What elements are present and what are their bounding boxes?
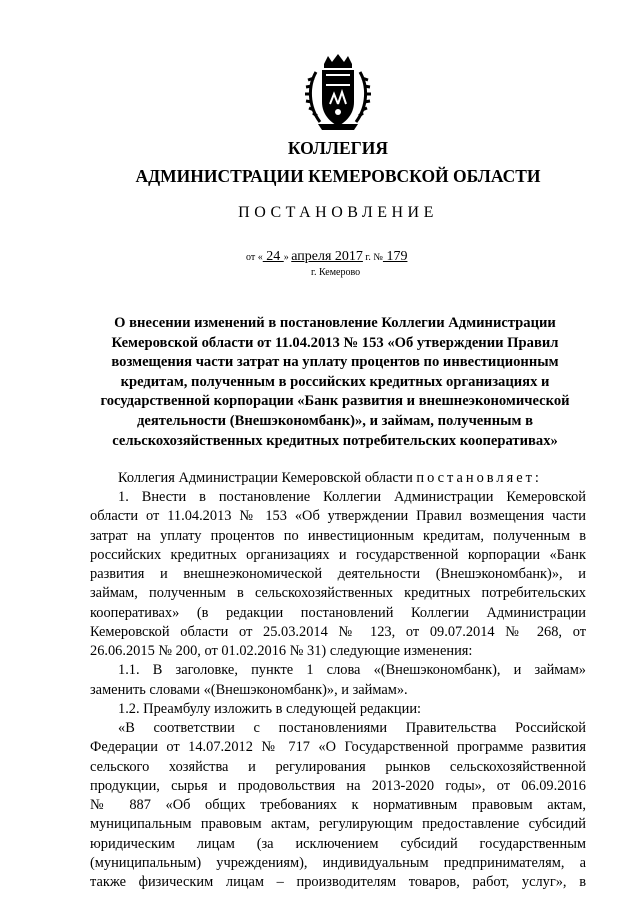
title-line: Кемеровской области от 11.04.2013 № 153 «Об утверждении Правил — [111, 334, 559, 351]
body-line: займам, полученным в сельскохозяйственных кредитных потребительских — [90, 585, 586, 601]
body-line: развития и внешнеэкономической деятельности (Внешэкономбанк)», и — [90, 566, 586, 582]
body-line: продукции, сырья и продовольствия на 2013-2020 годы», от 06.09.2016 — [90, 778, 586, 794]
body-line: также физическим лицам – производителям товаров, работ, услуг», в — [90, 874, 586, 890]
body-line: заменить словами «(Внешэкономбанк)», и займам». — [90, 682, 408, 698]
document-title — [90, 314, 580, 451]
date-day: 24 — [262, 249, 284, 264]
title-line: кредитам, полученным в российских кредитных организациях и — [120, 373, 550, 390]
title-line: государственной корпорации «Банк развития и внешнеэкономической — [100, 393, 570, 410]
body-line: муниципальным правовым актам, регулирующим предоставление субсидий — [90, 816, 586, 832]
title-line: О внесении изменений в постановление Коллегии Администрации — [114, 315, 556, 331]
org-name-line1: КОЛЛЕГИЯ — [287, 138, 389, 158]
body-line: затрат на уплату процентов по инвестиционным кредитам, полученным в — [90, 528, 586, 544]
body-line: юридическим лицам (за исключением субсидий государственным — [90, 836, 586, 852]
body-line: 1. Внести в постановление Коллегии Администрации Кемеровской — [118, 489, 586, 505]
body-line: 26.06.2015 № 200, от 01.02.2016 № 31) следующие изменения: — [90, 643, 473, 659]
body-line: Федерации от 14.07.2012 № 717 «О Государственной программе развития — [90, 739, 586, 755]
org-name-line2: АДМИНИСТРАЦИИ КЕМЕРОВСКОЙ ОБЛАСТИ — [135, 166, 541, 186]
date-prefix: от « — [246, 252, 263, 263]
title-line: сельскохозяйственных кредитных потребительских кооперативах» — [112, 432, 558, 449]
date-month-year: апреля 2017 — [291, 249, 363, 264]
intro-line — [118, 469, 586, 488]
document-number: 179 — [382, 249, 408, 264]
body-line: (муниципальным) учреждениям), индивидуальным предпринимателям, а — [90, 855, 586, 871]
body-line: российских кредитных организациях и государственной корпорации «Банк — [90, 547, 586, 563]
date-suffix: г. № — [362, 252, 383, 263]
title-line: деятельности (Внешэкономбанк)», и займам, полученным в — [137, 412, 533, 429]
intro-text: Коллегия Администрации Кемеровской области — [118, 470, 417, 486]
body-line: № 887 «Об общих требованиях к нормативным правовым актам, — [90, 797, 586, 813]
body-line: «В соответствии с постановлениями Правительства Российской — [118, 720, 586, 736]
coat-of-arms-emblem — [296, 52, 380, 136]
document-date-line — [246, 249, 407, 265]
body-line: 1.2. Преамбулу изложить в следующей редакции: — [118, 701, 422, 717]
title-line: возмещения части затрат на уплату процентов по инвестиционным — [111, 354, 559, 371]
body-line: сельского хозяйства и регулирования рынков сельскохозяйственной — [90, 759, 586, 775]
body-line: кооперативах» (в редакции постановлений Коллегии Администрации — [90, 605, 586, 621]
city: г. Кемерово — [311, 267, 361, 278]
body-line: Кемеровской области от 25.03.2014 № 123, от 09.07.2014 № 268, от — [90, 624, 586, 640]
intro-resolves: постановляет: — [416, 470, 542, 486]
document-type: ПОСТАНОВЛЕНИЕ — [238, 204, 438, 221]
date-mid: » — [283, 252, 292, 263]
body-line: области от 11.04.2013 № 153 «Об утверждении Правил возмещения части — [90, 508, 586, 524]
body-line: 1.1. В заголовке, пункте 1 слова «(Внешэкономбанк), и займам» — [118, 662, 586, 678]
